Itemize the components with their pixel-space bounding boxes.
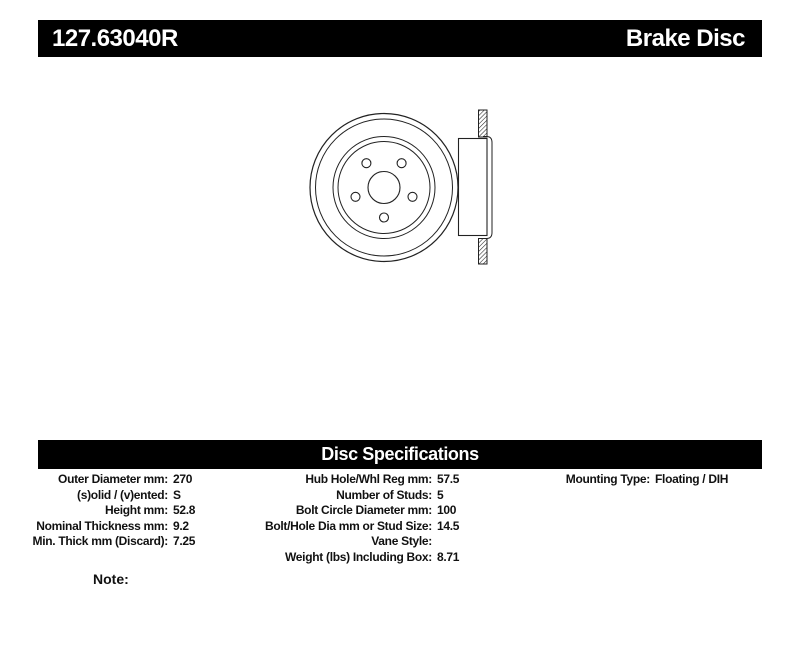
stud-holes — [351, 159, 417, 222]
disc-outer-circle — [310, 114, 458, 262]
spec-value: 9.2 — [173, 518, 189, 533]
stud-hole — [408, 192, 417, 201]
brake-disc-drawing — [290, 100, 510, 275]
spec-label: Weight (lbs) Including Box: — [285, 549, 432, 564]
disc-inner-edge-circle — [316, 119, 453, 256]
spec-row-outer-diameter — [20, 472, 195, 488]
spec-value: 270 — [173, 472, 193, 486]
spec-value — [432, 534, 437, 550]
spec-row-vane-style — [240, 534, 459, 550]
spec-section-title: Disc Specifications — [321, 444, 479, 464]
note-label: Note: — [93, 571, 129, 587]
hat-body — [459, 139, 488, 236]
friction-ring-bottom-hatched — [479, 239, 488, 265]
spec-row-min-thick — [20, 534, 195, 550]
spec-value: Floating / DIH — [655, 472, 729, 486]
spec-label: Nominal Thickness mm: — [36, 518, 168, 533]
spec-column-middle — [240, 472, 459, 566]
spec-value: 8.71 — [437, 549, 460, 564]
spec-value: 7.25 — [173, 534, 196, 549]
spec-value: 100 — [437, 503, 457, 518]
friction-ring-top-hatched — [479, 110, 488, 137]
spec-value: 14.5 — [437, 518, 460, 533]
spec-value: 52.8 — [173, 503, 196, 518]
spec-label: (s)olid / (v)ented: — [77, 487, 168, 502]
front-view — [310, 114, 458, 262]
spec-row-mounting-type — [540, 472, 728, 488]
hat-outer-circle — [333, 137, 435, 239]
note-row — [93, 571, 129, 587]
spec-label: Outer Diameter mm: — [58, 472, 168, 486]
header-bar — [38, 20, 762, 57]
spec-value: 5 — [437, 487, 444, 502]
spec-row-height — [20, 503, 195, 519]
spec-value: S — [173, 487, 181, 502]
spec-row-weight — [240, 550, 459, 566]
spec-row-bolt-hole-dia — [240, 519, 459, 535]
spec-label: Bolt/Hole Dia mm or Stud Size: — [264, 518, 432, 533]
spec-row-hub-hole — [240, 472, 459, 488]
spec-label: Number of Studs: — [336, 487, 432, 502]
spec-section-header — [38, 440, 762, 469]
spec-value: 57.5 — [437, 472, 460, 486]
side-view — [459, 110, 493, 264]
stud-hole — [362, 159, 371, 168]
spec-row-nominal-thickness — [20, 519, 195, 535]
stud-hole — [351, 192, 360, 201]
stud-hole — [397, 159, 406, 168]
spec-label: Hub Hole/Whl Reg mm: — [305, 472, 432, 486]
part-number: 127.63040R — [52, 24, 178, 52]
hat-inner-circle — [338, 142, 430, 234]
spec-label: Vane Style: — [371, 534, 432, 549]
spec-label: Min. Thick mm (Discard): — [32, 534, 168, 549]
spec-row-bolt-circle — [240, 503, 459, 519]
spec-label: Bolt Circle Diameter mm: — [295, 503, 432, 518]
spec-column-left — [20, 472, 195, 550]
product-name: Brake Disc — [625, 24, 745, 52]
spec-row-solid-vented — [20, 488, 195, 504]
spec-label: Height mm: — [104, 503, 168, 518]
spec-label: Mounting Type: — [565, 472, 650, 486]
stud-hole — [380, 213, 389, 222]
spec-column-right — [540, 472, 728, 488]
hub-hole-circle — [368, 172, 400, 204]
spec-row-number-of-studs — [240, 488, 459, 504]
